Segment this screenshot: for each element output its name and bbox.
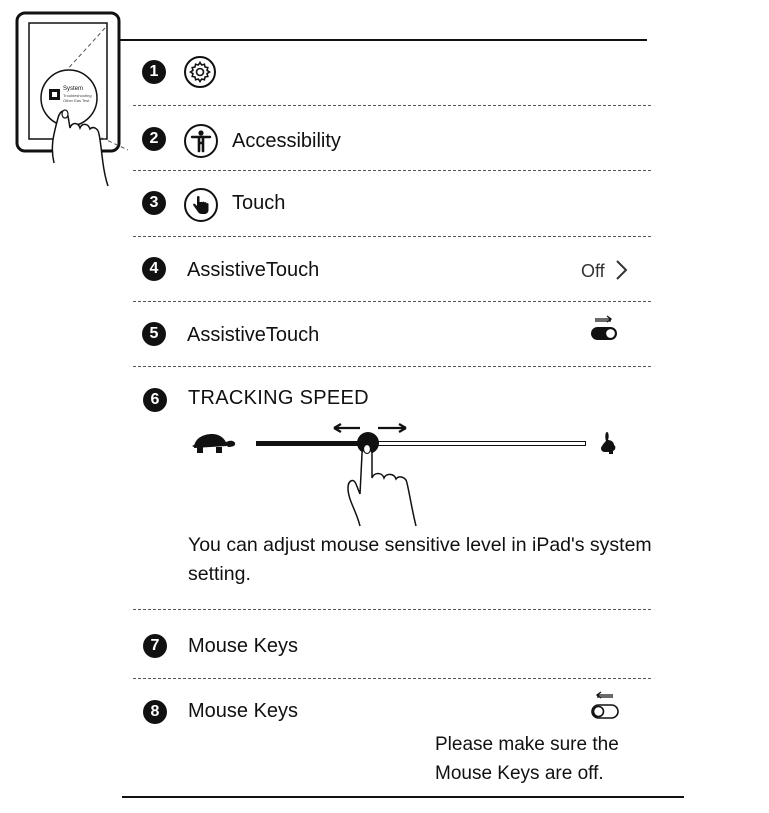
divider-4 [133, 301, 651, 302]
divider-6 [133, 609, 651, 610]
tracking-speed-description: You can adjust mouse sensitive level in iPad's system setting. [188, 534, 652, 585]
touch-hand-icon [184, 188, 218, 222]
tablet-screen-line1: Troubleshooting [63, 93, 92, 98]
tablet-screen-line2: Other Eas Test [63, 98, 90, 103]
divider-2 [133, 170, 651, 171]
step-number-4: 4 [142, 257, 166, 281]
assistivetouch-value: Off [581, 261, 605, 281]
accessibility-icon [184, 124, 218, 158]
step-label-tracking-speed: TRACKING SPEED [188, 387, 369, 409]
step-number-6: 6 [143, 388, 167, 412]
turtle-icon [190, 430, 238, 461]
step-number-8: 8 [143, 700, 167, 724]
divider-3 [133, 236, 651, 237]
finger-drag-illustration [342, 440, 422, 533]
gear-icon [184, 56, 216, 88]
step-label-touch: Touch [232, 192, 286, 214]
rabbit-icon [597, 430, 619, 461]
mouse-keys-note: Please make sure the Mouse Keys are off. [435, 734, 619, 784]
divider-7 [133, 678, 651, 679]
step-label-assistivetouch: AssistiveTouch [187, 259, 320, 281]
step-label-mouse-keys-toggle: Mouse Keys [188, 700, 299, 722]
toggle-on-icon[interactable] [589, 314, 621, 347]
step-number-1: 1 [142, 60, 166, 84]
divider-5 [133, 366, 651, 367]
chevron-right-icon[interactable] [614, 258, 630, 287]
step-label-assistivetouch-toggle: AssistiveTouch [187, 324, 320, 346]
top-rule [120, 39, 647, 41]
step-label-accessibility: Accessibility [232, 130, 341, 152]
step-number-5: 5 [142, 322, 166, 346]
step-number-2: 2 [142, 127, 166, 151]
bottom-rule [122, 796, 684, 798]
step-number-7: 7 [143, 634, 167, 658]
toggle-off-icon[interactable] [589, 690, 621, 725]
divider-1 [133, 105, 651, 106]
tablet-screen-header: System [63, 86, 84, 92]
step-label-mouse-keys: Mouse Keys [188, 635, 299, 657]
step-number-3: 3 [142, 191, 166, 215]
drag-arrows-icon [332, 420, 410, 441]
